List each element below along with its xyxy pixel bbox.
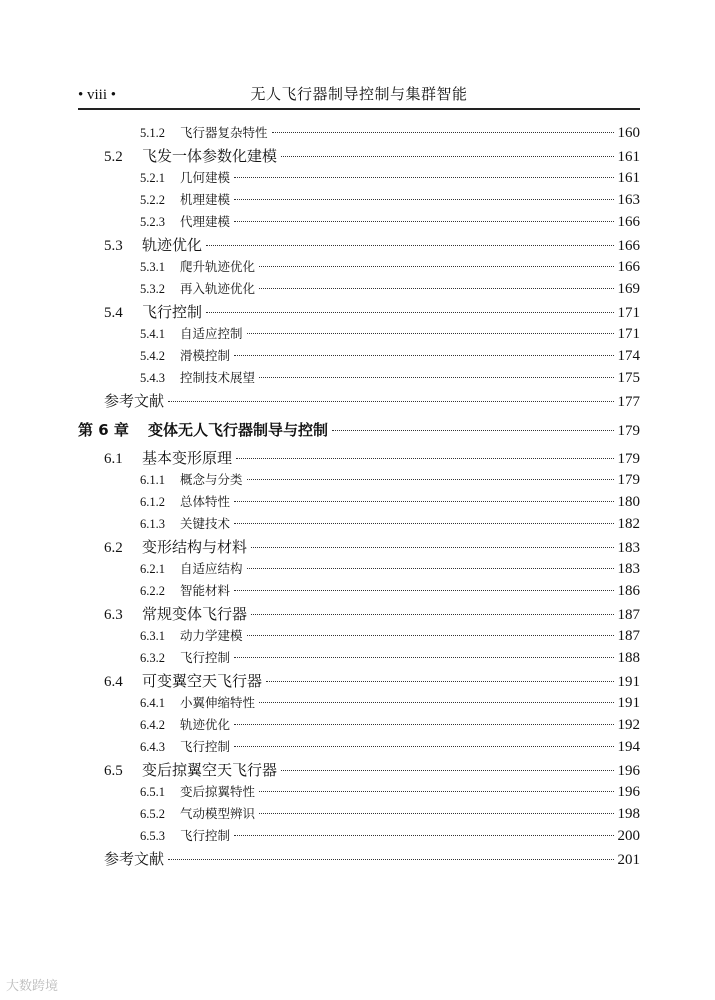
toc-page-number: 166 (617, 238, 640, 254)
toc-entry-title: 飞行控制 (180, 650, 231, 665)
toc-sub-row[interactable] (78, 715, 640, 737)
page-header (78, 82, 640, 110)
toc-page-number: 171 (617, 305, 640, 321)
toc-page-number: 175 (617, 370, 640, 386)
dot-leader (234, 501, 613, 502)
dot-leader (234, 746, 613, 747)
toc-sub-row[interactable] (78, 346, 640, 368)
toc-page-number: 200 (617, 828, 640, 844)
toc-entry-number: 6.5 (104, 763, 123, 779)
toc-page-number: 161 (617, 170, 640, 186)
toc-entry-title: 几何建模 (180, 170, 231, 185)
toc-entry-title: 变后掠翼特性 (180, 784, 256, 799)
toc-page-number: 186 (617, 583, 640, 599)
toc-entry-title: 轨迹优化 (180, 717, 231, 732)
watermark-text: 大数跨境 (6, 979, 59, 994)
toc-entry-title: 控制技术展望 (180, 370, 256, 385)
toc-page-number: 201 (617, 852, 640, 868)
toc-entry-title: 智能材料 (180, 583, 231, 598)
toc-entry-number: 6.3 (104, 607, 123, 623)
dot-leader (272, 132, 614, 133)
toc-page-number: 183 (617, 540, 640, 556)
dot-leader (234, 523, 613, 524)
toc-entry-title: 参考文献 (104, 850, 165, 868)
table-of-contents (78, 123, 640, 871)
toc-entry-title: 自适应结构 (180, 561, 243, 576)
toc-entry-title: 变体无人飞行器制导与控制 (148, 421, 329, 439)
toc-chapter-row[interactable] (78, 419, 640, 447)
toc-page-number: 188 (617, 650, 640, 666)
toc-section-row[interactable] (78, 603, 640, 626)
toc-sub-row[interactable] (78, 804, 640, 826)
toc-page-number: 187 (617, 628, 640, 644)
toc-entry-number: 6.2.1 (140, 562, 165, 576)
dot-leader (234, 177, 613, 178)
toc-page-number: 171 (617, 326, 640, 342)
toc-sub-row[interactable] (78, 826, 640, 848)
toc-sub-row[interactable] (78, 626, 640, 648)
toc-entry-title: 滑模控制 (180, 348, 231, 363)
dot-leader (259, 377, 613, 378)
toc-section-row[interactable] (78, 536, 640, 559)
toc-sub-row[interactable] (78, 559, 640, 581)
dot-leader (251, 547, 613, 548)
dot-leader (281, 770, 613, 771)
toc-entry-number: 6.1 (104, 451, 123, 467)
toc-ref-row[interactable] (78, 390, 640, 413)
toc-page-number: 179 (617, 451, 640, 467)
dot-leader (234, 199, 613, 200)
toc-sub-row[interactable] (78, 257, 640, 279)
dot-leader (234, 835, 613, 836)
dot-leader (247, 333, 614, 334)
toc-sub-row[interactable] (78, 324, 640, 346)
toc-entry-title: 飞行控制 (142, 303, 203, 321)
toc-entry-title: 飞行器复杂特性 (180, 125, 268, 140)
toc-section-row[interactable] (78, 145, 640, 168)
toc-page-number: 196 (617, 763, 640, 779)
toc-entry-number: 6.3.2 (140, 651, 165, 665)
toc-entry-number: 5.1.2 (140, 126, 165, 140)
toc-sub-row[interactable] (78, 492, 640, 514)
dot-leader (247, 635, 614, 636)
dot-leader (259, 791, 613, 792)
toc-entry-title: 爬升轨迹优化 (180, 259, 256, 274)
toc-entry-title: 动力学建模 (180, 628, 243, 643)
toc-page-number: 169 (617, 281, 640, 297)
toc-entry-title: 轨迹优化 (142, 236, 203, 254)
toc-entry-title: 关键技术 (180, 516, 231, 531)
toc-page-number: 179 (617, 423, 640, 439)
toc-section-row[interactable] (78, 234, 640, 257)
toc-entry-number: 5.2 (104, 149, 123, 165)
dot-leader (206, 245, 613, 246)
toc-entry-title: 变后掠翼空天飞行器 (142, 761, 278, 779)
toc-entry-title: 基本变形原理 (142, 449, 233, 467)
toc-entry-number: 5.2.2 (140, 193, 165, 207)
toc-entry-title: 代理建模 (180, 214, 231, 229)
toc-section-row[interactable] (78, 759, 640, 782)
dot-leader (259, 266, 613, 267)
toc-entry-title: 气动模型辨识 (180, 806, 256, 821)
dot-leader (251, 614, 613, 615)
toc-section-row[interactable] (78, 670, 640, 693)
dot-leader (259, 702, 613, 703)
toc-sub-row[interactable] (78, 190, 640, 212)
toc-entry-title: 参考文献 (104, 392, 165, 410)
toc-page-number: 191 (617, 674, 640, 690)
toc-entry-number: 6.4.1 (140, 696, 165, 710)
dot-leader (234, 221, 613, 222)
dot-leader (259, 813, 613, 814)
toc-entry-number: 6.5.3 (140, 829, 165, 843)
toc-entry-title: 可变翼空天飞行器 (142, 672, 263, 690)
toc-entry-number: 6.4.2 (140, 718, 165, 732)
dot-leader (259, 288, 613, 289)
toc-entry-title: 再入轨迹优化 (180, 281, 256, 296)
toc-entry-number: 6.1.1 (140, 473, 165, 487)
toc-entry-title: 机理建模 (180, 192, 231, 207)
toc-entry-title: 常规变体飞行器 (142, 605, 248, 623)
toc-entry-title: 飞行控制 (180, 828, 231, 843)
dot-leader (234, 657, 613, 658)
toc-entry-number: 6.1.2 (140, 495, 165, 509)
toc-entry-number: 5.4.3 (140, 371, 165, 385)
toc-entry-number: 第 6 章 (78, 421, 129, 439)
toc-page-number: 179 (617, 472, 640, 488)
dot-leader (236, 458, 613, 459)
book-title: 无人飞行器制导控制与集群智能 (250, 85, 468, 103)
toc-sub-row[interactable] (78, 782, 640, 804)
toc-entry-number: 5.4 (104, 305, 123, 321)
toc-entry-number: 5.3.1 (140, 260, 165, 274)
toc-sub-row[interactable] (78, 648, 640, 670)
toc-entry-number: 6.2.2 (140, 584, 165, 598)
toc-entry-number: 6.5.2 (140, 807, 165, 821)
toc-sub-row[interactable] (78, 279, 640, 301)
dot-leader (234, 355, 613, 356)
toc-page-number: 187 (617, 607, 640, 623)
toc-entry-title: 飞发一体参数化建模 (142, 147, 278, 165)
dot-leader (168, 401, 613, 402)
dot-leader (247, 479, 614, 480)
dot-leader (332, 430, 613, 431)
toc-sub-row[interactable] (78, 212, 640, 234)
toc-entry-title: 小翼伸缩特性 (180, 695, 256, 710)
toc-entry-number: 6.3.1 (140, 629, 165, 643)
toc-entry-number: 5.3.2 (140, 282, 165, 296)
dot-leader (234, 724, 613, 725)
dot-leader (247, 568, 614, 569)
toc-page-number: 161 (617, 149, 640, 165)
toc-entry-title: 总体特性 (180, 494, 231, 509)
toc-page-number: 160 (617, 125, 640, 141)
toc-section-row[interactable] (78, 301, 640, 324)
dot-leader (266, 681, 613, 682)
toc-entry-number: 6.1.3 (140, 517, 165, 531)
toc-page-number: 174 (617, 348, 640, 364)
toc-sub-row[interactable] (78, 368, 640, 390)
toc-ref-row[interactable] (78, 848, 640, 871)
toc-page-number: 198 (617, 806, 640, 822)
toc-page-number: 192 (617, 717, 640, 733)
toc-page-number: 196 (617, 784, 640, 800)
toc-sub-row[interactable] (78, 123, 640, 145)
toc-entry-number: 6.4 (104, 674, 123, 690)
toc-section-row[interactable] (78, 447, 640, 470)
toc-page-number: 183 (617, 561, 640, 577)
dot-leader (234, 590, 613, 591)
dot-leader (206, 312, 613, 313)
page-number-label: • viii • (78, 87, 117, 103)
toc-entry-number: 6.4.3 (140, 740, 165, 754)
toc-page-number: 194 (617, 739, 640, 755)
toc-page-number: 163 (617, 192, 640, 208)
toc-entry-number: 5.2.1 (140, 171, 165, 185)
toc-page-number: 166 (617, 214, 640, 230)
toc-entry-title: 概念与分类 (180, 472, 243, 487)
toc-entry-title: 变形结构与材料 (142, 538, 248, 556)
dot-leader (281, 156, 613, 157)
toc-page-number: 191 (617, 695, 640, 711)
toc-entry-title: 自适应控制 (180, 326, 243, 341)
toc-page-number: 177 (617, 394, 640, 410)
toc-entry-number: 5.4.2 (140, 349, 165, 363)
toc-entry-title: 飞行控制 (180, 739, 231, 754)
toc-entry-number: 6.2 (104, 540, 123, 556)
toc-sub-row[interactable] (78, 168, 640, 190)
toc-entry-number: 5.4.1 (140, 327, 165, 341)
toc-entry-number: 5.3 (104, 238, 123, 254)
toc-sub-row[interactable] (78, 581, 640, 603)
toc-page-number: 180 (617, 494, 640, 510)
toc-page-number: 182 (617, 516, 640, 532)
toc-sub-row[interactable] (78, 737, 640, 759)
toc-entry-number: 5.2.3 (140, 215, 165, 229)
toc-sub-row[interactable] (78, 693, 640, 715)
toc-entry-number: 6.5.1 (140, 785, 165, 799)
toc-sub-row[interactable] (78, 514, 640, 536)
toc-sub-row[interactable] (78, 470, 640, 492)
dot-leader (168, 859, 613, 860)
toc-page-number: 166 (617, 259, 640, 275)
